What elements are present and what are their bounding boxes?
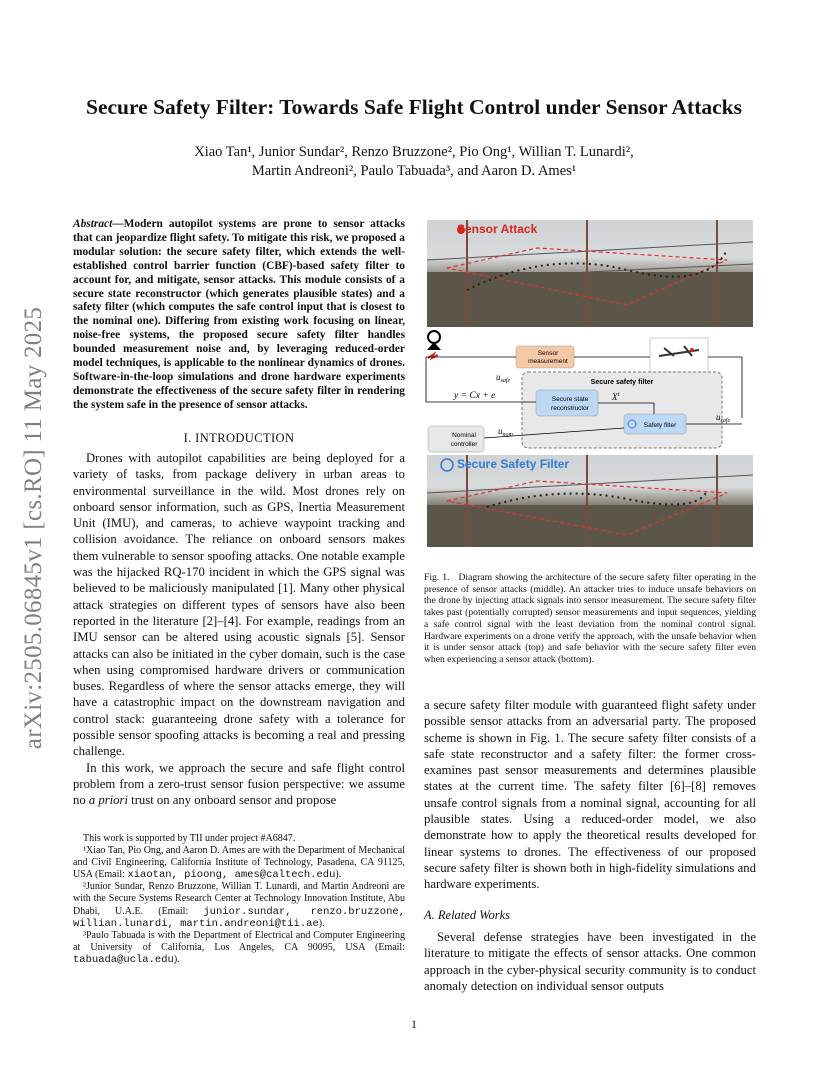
u-safe-label-left: $u_{safe}$ (496, 372, 511, 384)
abstract-text: Modern autopilot systems are prone to sensor attacks that can jeopardize flight safety. To mitigate this risk, we proposed a modular solution: the secure safety filter, which extends the well-established control barrier function (CBF)-based safety filter to account for, and mitigate, sensor attacks. This module consists of a secure state reconstructor (which generates plausible states) and a safety filter (which computes the safe control input that is closest to the nominal one). Differing from existing work focusing on linear, noise-free systems, the proposed secure safety filter handles bounded measurement noise and, by leveraging reduced-order model techniques, is applicable to the nonlinear dynamics of drones. Software-in-the-loop simulations and drone hardware experiments demonstrate the effectiveness of the secure safety filter in rendering the system safe in the presence of sensor attacks. (73, 218, 405, 411)
drone-image (650, 338, 708, 372)
footnote-3-email[interactable]: tabuada@ucla.edu (73, 953, 174, 966)
intro-paragraph-1: Drones with autopilot capabilities are being deployed for a variety of tasks, from package delivery in urban areas to environmental surveillance in the wild. Most drones rely on onboard sensor information, such as GPS, Inertia Measurement Unit (IMU), and cameras, to achieve waypoint tracking and collision avoidance. The reliance on onboard sensors makes them vulnerable to sensor spoofing attacks. One notable example was the hijacked RQ-170 incident in which the GPS signal was believed to be maliciously manipulated [1]. Many other physical attack strategies on different types of sensors have also been reported in the literature [2]–[4]. For example, readings from an IMU sensor can be altered using acoustic signals [5]. Sensor attacks can also be initiated in the cyber domain, such is the case when using compromised hardware drivers or communication buses. Regardless of where the sensor attacks emerge, they will have a catastrophic impact on the downstream navigation and control stack: guaranteeing drone safety with a tolerance for possible sensor spoofing attacks is becoming a real and pressing challenge. (73, 451, 405, 759)
footnote-support: This work is supported by TII under project #A6847. (83, 833, 296, 844)
intro-paragraph-2 (73, 760, 405, 809)
intro-p2-text-b: trust on any onboard sensor and propose (128, 793, 337, 808)
sensor-measurement-line1: Sensor (537, 350, 559, 357)
secure-safety-filter-label: Secure Safety Filter (457, 457, 570, 471)
reconstructor-box (536, 390, 598, 416)
photo-secure-safety-filter (427, 455, 753, 547)
right-paragraph-1: a secure safety filter module with guaranteed flight safety under possible sensor attacks from an adversarial party. The proposed scheme is shown in Fig. 1. The secure safety filter consists of a safe state reconstructor and a safety filter: the former cross-examines past sensor measurements and determines plausible states at the current time. The safety filter [6]–[8] removes unsafe control signals from a nominal signal, accounting for all plausible states. Using a reduced-order model, we also demonstrate how to apply the theoretical results developed for linear systems to drones. The effectiveness of our proposed secure safety filter is shown both in high-fidelity simulations and hardware experiments. (424, 698, 756, 892)
abstract-label: Abstract (73, 218, 113, 230)
abstract-dash: — (112, 218, 124, 230)
reconstructor-line2: reconstructor (551, 405, 589, 412)
safety-filter-label: Safety filter (643, 422, 677, 429)
arxiv-identifier: arXiv:2505.06845v1 [cs.RO] 11 May 2025 (20, 306, 47, 749)
footnote-1-email[interactable]: xiaotan, pioong, ames@caltech.edu (127, 869, 336, 882)
author-list (90, 143, 738, 181)
related-works-body (424, 929, 756, 994)
figure-1-caption (424, 572, 756, 666)
nominal-controller-line1: Nominal (452, 432, 476, 439)
sensor-measurement-line2: measurement (528, 358, 568, 365)
x-t-label: $X^t$ (612, 392, 620, 402)
footnote-1: ¹Xiao Tan, Pio Ong, and Aaron D. Ames are with the Department of Mechanical and Civil Engineering, California Institute of Technology, Pasadena, CA 91125, USA (Email: xiaotan, pioong, ames@caltech.edu). (73, 845, 405, 882)
reconstructor-line1: Secure state (551, 396, 589, 403)
right-column-body (424, 697, 756, 893)
footnote-2-email[interactable]: junior.sundar, renzo.bruzzone, willian.lunardi, martin.andreoni@tii.ae (73, 905, 405, 930)
attacker-icon (428, 331, 440, 343)
footnote-2: ²Junior Sundar, Renzo Bruzzone, Willian T. Lunardi, and Martin Andreoni are with the Secure Systems Research Center at Technology Innovation Institute, Abu Dhabi, U.A.E. (Email: junior.sundar, renzo.bruzzone, willian.lunardi, martin.andreoni@tii.ae). (73, 881, 405, 930)
footnote-3: ³Paulo Tabuada is with the Department of Electrical and Computer Engineering at University of California, Los Angeles, CA 90095, USA (Email: tabuada@ucla.edu). (73, 929, 405, 966)
photo-sensor-attack (427, 220, 753, 327)
u-safe-label-right: $u_{safe}$ (716, 412, 731, 424)
measurement-equation: y = Cx + e (454, 391, 496, 401)
architecture-diagram (424, 328, 756, 455)
nominal-controller-line2: controller (450, 441, 478, 448)
caption-text: Diagram showing the architecture of the secure safety filter operating in the presence of sensor attacks (middle). An attacker tries to induce unsafe behaviors on the drone by injecting attack signals into sensor measurement. The secure safety filter takes past (potentially corrupted) sensor measurements and input sequences, yielding a safe control signal with the least deviation from the nominal control signal. Hardware experiments on a drone verify the approach, with the unsafe behavior when it is under sensor attack (top) and safe behavior with the secure safety filter even when experiencing a sensor attack (bottom). (424, 572, 756, 665)
authors-line-1: Xiao Tan¹, Junior Sundar², Renzo Bruzzone², Pio Ong¹, Willian T. Lunardi², (194, 144, 634, 160)
u-nom-label: $u_{nom}$ (498, 426, 513, 438)
caption-label: Fig. 1. (424, 572, 450, 583)
drone-trajectory-photo (427, 220, 753, 327)
secure-safety-filter-title: Secure safety filter (590, 379, 654, 386)
page-number: 1 (411, 1017, 417, 1031)
sensor-attack-label: Sensor Attack (457, 222, 538, 236)
nominal-controller-box (428, 426, 484, 452)
intro-p2-text-a: In this work, we approach the secure and safe flight control problem from a zero-trust sensor fusion perspective: we assume no (73, 760, 405, 808)
subsection-heading-related-works: A. Related Works (424, 908, 510, 922)
introduction-body (73, 450, 405, 809)
abstract (73, 218, 405, 413)
figure-1 (424, 220, 756, 565)
section-heading-introduction: I. INTRODUCTION (183, 431, 295, 445)
intro-p2-emphasis: a priori (88, 793, 128, 808)
paper-title: Secure Safety Filter: Towards Safe Flight Control under Sensor Attacks (86, 95, 742, 119)
authors-line-2: Martin Andreoni², Paulo Tabuada³, and Aaron D. Ames¹ (251, 163, 577, 179)
footnotes (73, 833, 405, 966)
related-paragraph-1: Several defense strategies have been investigated in the literature to mitigate the effects of sensor attacks. One common approach in the cyber-physical security community is to conduct anomaly detection on individual sensor outputs (424, 930, 756, 993)
